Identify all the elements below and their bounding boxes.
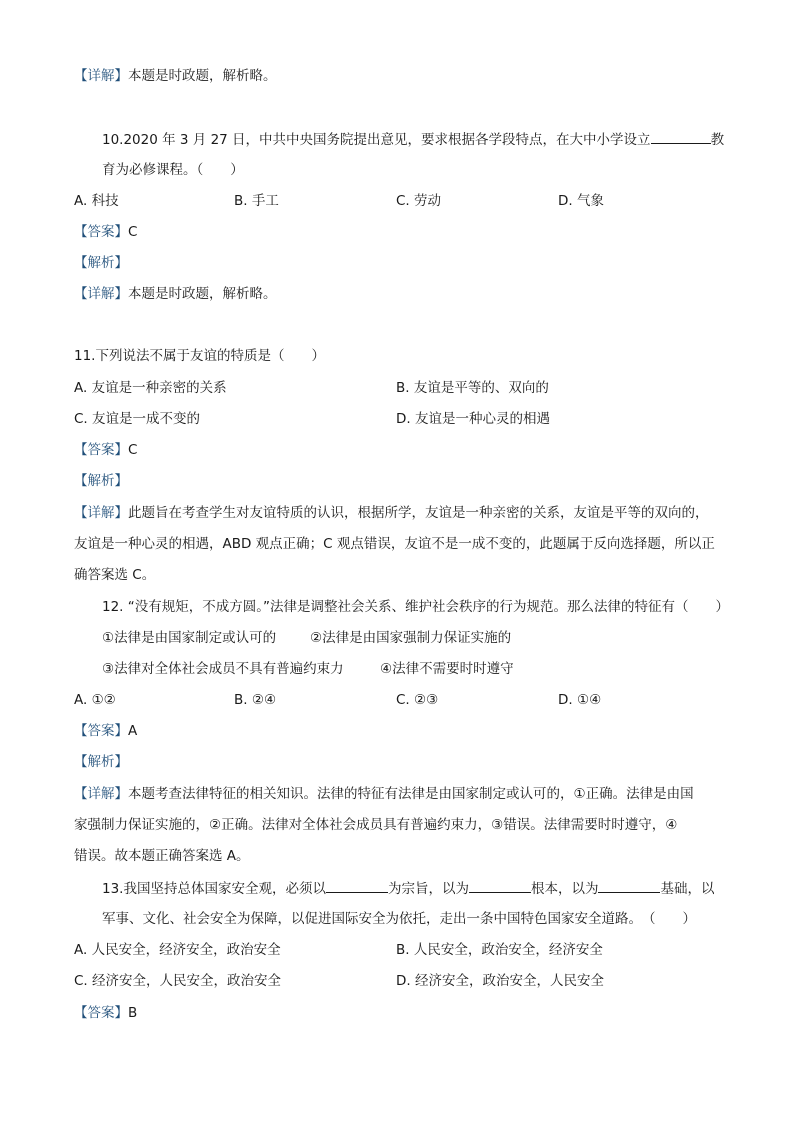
fill-blank (598, 878, 660, 893)
detail-line-2: 友谊是一种心灵的相遇，ABD 观点正确；C 观点错误，友谊不是一成不变的，此题属于反向选择题，所以正 (74, 536, 715, 552)
question-13-stem (102, 878, 714, 899)
fill-blank (469, 878, 531, 893)
detail-line-3: 确答案选 C。 (74, 567, 156, 583)
answer-line (74, 1003, 137, 1023)
option-b: B. ②④ (234, 692, 277, 708)
detail-line (74, 784, 694, 804)
answer-value: B (128, 1005, 138, 1021)
option-b: B. 人民安全，政治安全，经济安全 (396, 942, 603, 958)
option-b: B. 手工 (234, 193, 279, 209)
option-a: A. 科技 (74, 193, 119, 209)
option-a: A. 人民安全，经济安全，政治安全 (74, 942, 281, 958)
answer-label: 【答案】 (74, 1005, 128, 1021)
question-10-stem-line2: 育为必修课程。（ ） (102, 162, 244, 178)
question-13-stem-part: 为宗旨，以为 (387, 881, 469, 897)
statement-4: ④法律不需要时时遵守 (380, 661, 514, 677)
option-b: B. 友谊是平等的、双向的 (396, 380, 549, 396)
question-13-stem-part: 根本，以为 (530, 881, 599, 897)
analysis-label: 【解析】 (74, 754, 128, 770)
detail-line-2: 家强制力保证实施的，②正确。法律对全体社会成员具有普遍约束力，③错误。法律需要时时遵守，④ (74, 817, 678, 833)
detail-text: 本题是时政题，解析略。 (128, 286, 277, 302)
option-c: C. 劳动 (396, 193, 442, 209)
statement-2: ②法律是由国家强制力保证实施的 (310, 630, 512, 646)
answer-label: 【答案】 (74, 723, 128, 739)
detail-text: 此题旨在考查学生对友谊特质的认识，根据所学，友谊是一种亲密的关系，友谊是平等的双向的， (128, 505, 709, 521)
question-11-stem: 11.下列说法不属于友谊的特质是（ ） (74, 348, 325, 364)
question-10-stem-text: 10.2020 年 3 月 27 日，中共中央国务院提出意见，要求根据各学段特点，在大中小学设立 (102, 132, 651, 148)
answer-label: 【答案】 (74, 224, 128, 240)
detail-text: 本题考查法律特征的相关知识。法律的特征有法律是由国家制定或认可的，①正确。法律是由国 (128, 786, 694, 802)
detail-text: 本题是时政题，解析略。 (128, 68, 277, 84)
answer-value: A (128, 723, 138, 739)
answer-label: 【答案】 (74, 442, 128, 458)
statement-1: ①法律是由国家制定或认可的 (102, 630, 277, 646)
option-a: A. 友谊是一种亲密的关系 (74, 380, 227, 396)
detail-line (74, 503, 709, 523)
analysis-label: 【解析】 (74, 255, 128, 271)
question-12-stem: 12. “没有规矩，不成方圆。”法律是调整社会关系、维护社会秩序的行为规范。那么法律的特征有（ ） (102, 599, 729, 615)
option-a: A. ①② (74, 692, 116, 708)
statement-3: ③法律对全体社会成员不具有普遍约束力 (102, 661, 344, 677)
option-c: C. ②③ (396, 692, 439, 708)
detail-label: 【详解】 (74, 786, 128, 802)
detail-line (74, 66, 277, 86)
question-13-stem-part: 13.我国坚持总体国家安全观，必须以 (102, 881, 326, 897)
question-10-stem (102, 129, 724, 150)
option-c: C. 经济安全，人民安全，政治安全 (74, 973, 282, 989)
detail-label: 【详解】 (74, 505, 128, 521)
question-13-stem-part: 基础，以 (660, 881, 715, 897)
detail-line-3: 错误。故本题正确答案选 A。 (74, 848, 250, 864)
option-d: D. 经济安全，政治安全，人民安全 (396, 973, 604, 989)
option-d: D. 气象 (558, 193, 604, 209)
fill-blank (326, 878, 388, 893)
answer-line (74, 222, 137, 242)
detail-label: 【详解】 (74, 286, 128, 302)
option-d: D. ①④ (558, 692, 602, 708)
analysis-label: 【解析】 (74, 473, 128, 489)
fill-blank (651, 129, 711, 144)
option-d: D. 友谊是一种心灵的相遇 (396, 411, 550, 427)
option-c: C. 友谊是一成不变的 (74, 411, 201, 427)
answer-value: C (128, 442, 138, 458)
question-10-stem-text-end: 教 (710, 132, 725, 148)
detail-line (74, 284, 277, 304)
answer-line (74, 440, 137, 460)
answer-value: C (128, 224, 138, 240)
question-13-stem-line2: 军事、文化、社会安全为保障，以促进国际安全为依托，走出一条中国特色国家安全道路。 （ ） (102, 911, 696, 927)
answer-line (74, 721, 137, 741)
detail-label: 【详解】 (74, 68, 128, 84)
